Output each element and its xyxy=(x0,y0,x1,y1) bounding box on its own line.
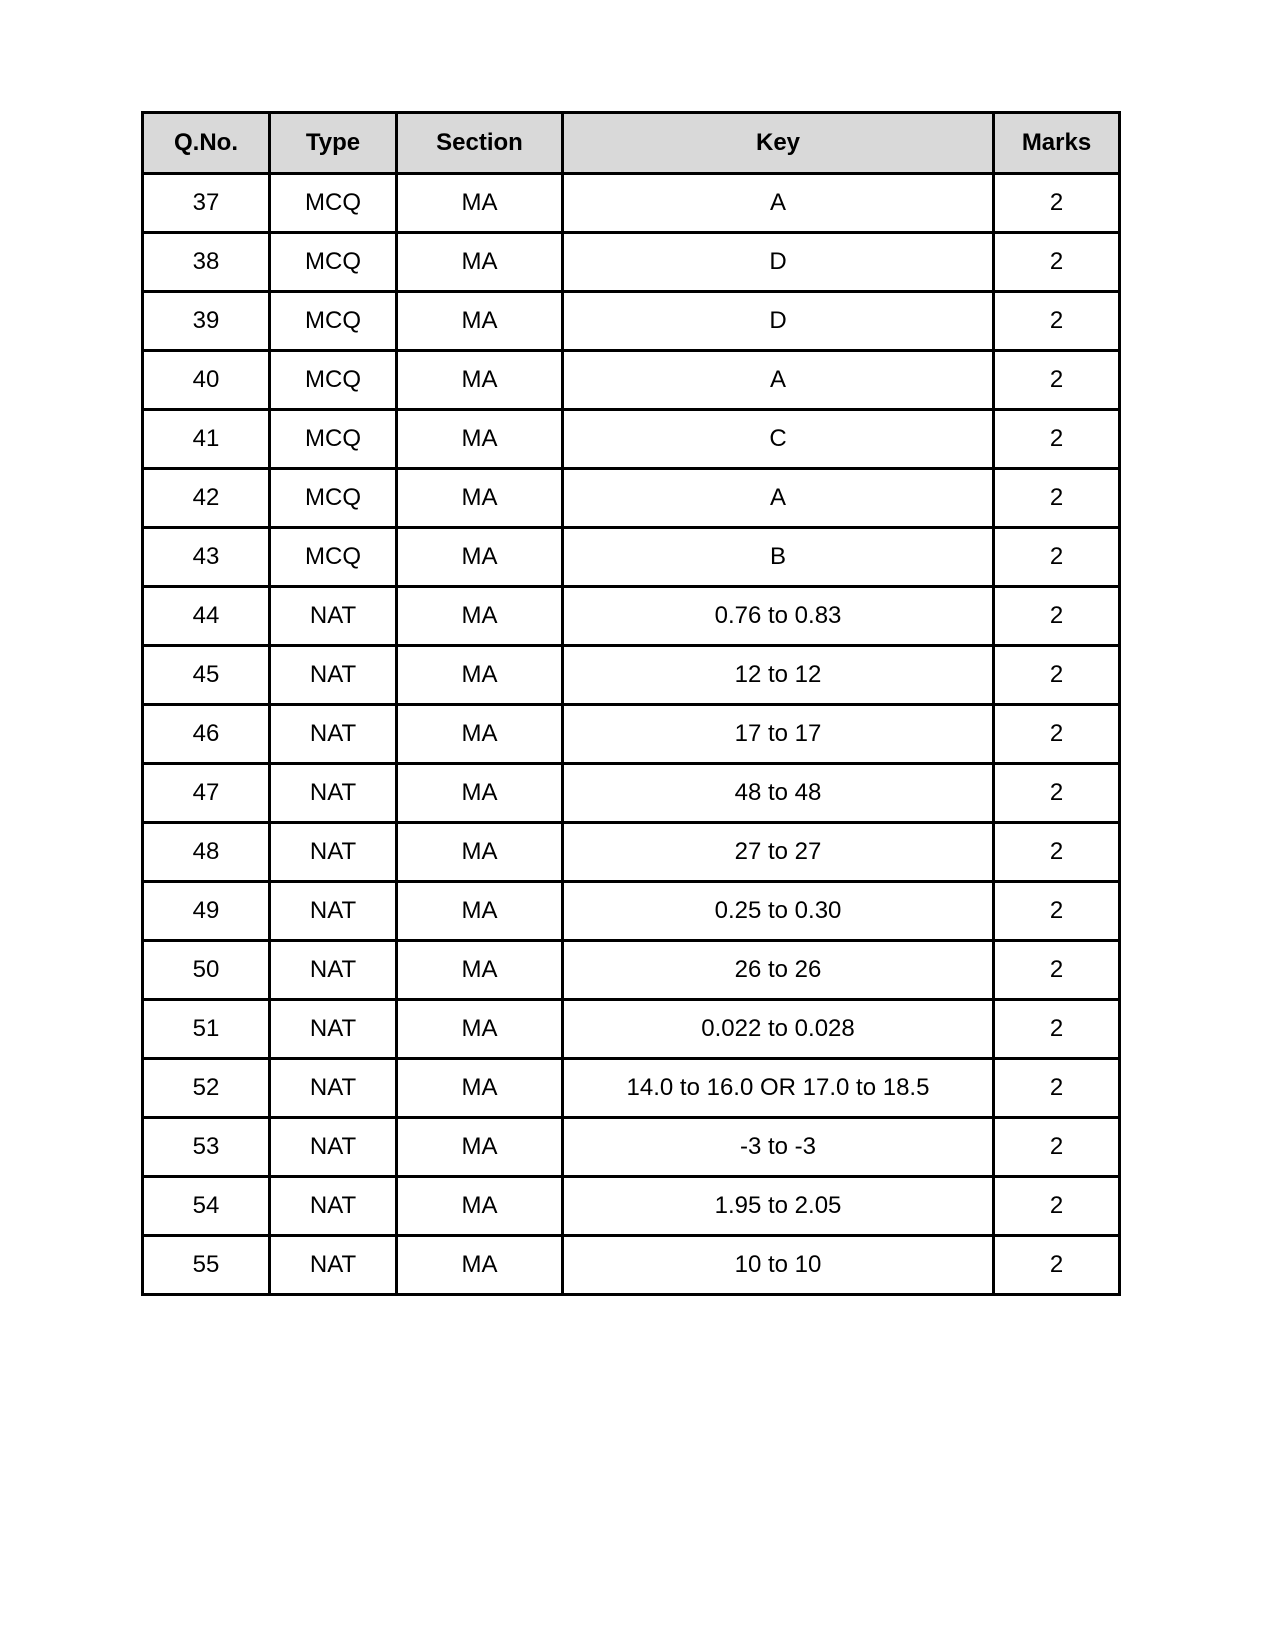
cell-qno: 55 xyxy=(143,1236,270,1295)
table-row xyxy=(143,174,1120,233)
cell-qno: 51 xyxy=(143,1000,270,1059)
cell-section: MA xyxy=(397,1177,563,1236)
cell-type: NAT xyxy=(270,941,397,1000)
table-row xyxy=(143,233,1120,292)
cell-section: MA xyxy=(397,587,563,646)
cell-qno: 40 xyxy=(143,351,270,410)
table-row xyxy=(143,469,1120,528)
cell-qno: 45 xyxy=(143,646,270,705)
cell-type: MCQ xyxy=(270,351,397,410)
table-row xyxy=(143,646,1120,705)
header-qno: Q.No. xyxy=(143,113,270,174)
cell-key: C xyxy=(563,410,994,469)
cell-section: MA xyxy=(397,705,563,764)
cell-type: MCQ xyxy=(270,469,397,528)
table-row xyxy=(143,941,1120,1000)
cell-type: NAT xyxy=(270,823,397,882)
cell-type: NAT xyxy=(270,646,397,705)
cell-qno: 41 xyxy=(143,410,270,469)
cell-section: MA xyxy=(397,292,563,351)
cell-section: MA xyxy=(397,1059,563,1118)
cell-marks: 2 xyxy=(994,941,1120,1000)
cell-key: A xyxy=(563,351,994,410)
cell-qno: 38 xyxy=(143,233,270,292)
cell-qno: 46 xyxy=(143,705,270,764)
cell-marks: 2 xyxy=(994,174,1120,233)
cell-type: MCQ xyxy=(270,410,397,469)
table-row xyxy=(143,1059,1120,1118)
cell-marks: 2 xyxy=(994,587,1120,646)
cell-key: 26 to 26 xyxy=(563,941,994,1000)
cell-key: 48 to 48 xyxy=(563,764,994,823)
cell-section: MA xyxy=(397,410,563,469)
header-marks: Marks xyxy=(994,113,1120,174)
cell-type: MCQ xyxy=(270,292,397,351)
table-row xyxy=(143,587,1120,646)
table-row xyxy=(143,292,1120,351)
cell-key: A xyxy=(563,174,994,233)
table-row xyxy=(143,823,1120,882)
cell-key: 0.76 to 0.83 xyxy=(563,587,994,646)
cell-marks: 2 xyxy=(994,882,1120,941)
cell-key: A xyxy=(563,469,994,528)
cell-qno: 44 xyxy=(143,587,270,646)
cell-qno: 48 xyxy=(143,823,270,882)
cell-marks: 2 xyxy=(994,1118,1120,1177)
cell-type: NAT xyxy=(270,1059,397,1118)
cell-marks: 2 xyxy=(994,469,1120,528)
cell-type: MCQ xyxy=(270,174,397,233)
cell-section: MA xyxy=(397,882,563,941)
cell-section: MA xyxy=(397,528,563,587)
cell-marks: 2 xyxy=(994,1000,1120,1059)
table-row xyxy=(143,1118,1120,1177)
table-row xyxy=(143,1236,1120,1295)
cell-qno: 49 xyxy=(143,882,270,941)
cell-type: NAT xyxy=(270,1118,397,1177)
cell-key: 14.0 to 16.0 OR 17.0 to 18.5 xyxy=(563,1059,994,1118)
table-row xyxy=(143,882,1120,941)
cell-marks: 2 xyxy=(994,1059,1120,1118)
cell-section: MA xyxy=(397,823,563,882)
cell-key: 0.022 to 0.028 xyxy=(563,1000,994,1059)
cell-qno: 39 xyxy=(143,292,270,351)
cell-qno: 53 xyxy=(143,1118,270,1177)
cell-type: NAT xyxy=(270,587,397,646)
cell-marks: 2 xyxy=(994,764,1120,823)
header-key: Key xyxy=(563,113,994,174)
table-row xyxy=(143,1177,1120,1236)
cell-section: MA xyxy=(397,646,563,705)
header-type: Type xyxy=(270,113,397,174)
header-row xyxy=(143,113,1120,174)
cell-marks: 2 xyxy=(994,1236,1120,1295)
table-row xyxy=(143,351,1120,410)
cell-type: MCQ xyxy=(270,233,397,292)
cell-qno: 52 xyxy=(143,1059,270,1118)
answer-key-table xyxy=(141,111,1121,1296)
cell-type: NAT xyxy=(270,1177,397,1236)
table-header xyxy=(143,113,1120,174)
cell-marks: 2 xyxy=(994,233,1120,292)
cell-key: 27 to 27 xyxy=(563,823,994,882)
header-section: Section xyxy=(397,113,563,174)
table-row xyxy=(143,764,1120,823)
cell-marks: 2 xyxy=(994,292,1120,351)
cell-section: MA xyxy=(397,233,563,292)
cell-marks: 2 xyxy=(994,351,1120,410)
cell-section: MA xyxy=(397,351,563,410)
cell-qno: 43 xyxy=(143,528,270,587)
cell-qno: 37 xyxy=(143,174,270,233)
table-row xyxy=(143,1000,1120,1059)
table-row xyxy=(143,410,1120,469)
cell-section: MA xyxy=(397,1118,563,1177)
cell-type: NAT xyxy=(270,764,397,823)
cell-section: MA xyxy=(397,469,563,528)
cell-type: MCQ xyxy=(270,528,397,587)
cell-key: 0.25 to 0.30 xyxy=(563,882,994,941)
cell-marks: 2 xyxy=(994,1177,1120,1236)
table-body xyxy=(143,174,1120,1295)
cell-type: NAT xyxy=(270,1000,397,1059)
cell-qno: 50 xyxy=(143,941,270,1000)
cell-qno: 47 xyxy=(143,764,270,823)
cell-key: 12 to 12 xyxy=(563,646,994,705)
cell-key: -3 to -3 xyxy=(563,1118,994,1177)
cell-key: 1.95 to 2.05 xyxy=(563,1177,994,1236)
cell-marks: 2 xyxy=(994,823,1120,882)
cell-qno: 54 xyxy=(143,1177,270,1236)
cell-key: 10 to 10 xyxy=(563,1236,994,1295)
cell-marks: 2 xyxy=(994,410,1120,469)
cell-key: D xyxy=(563,292,994,351)
cell-marks: 2 xyxy=(994,528,1120,587)
cell-section: MA xyxy=(397,941,563,1000)
cell-marks: 2 xyxy=(994,646,1120,705)
cell-section: MA xyxy=(397,764,563,823)
cell-type: NAT xyxy=(270,882,397,941)
table-row xyxy=(143,705,1120,764)
cell-section: MA xyxy=(397,1236,563,1295)
cell-type: NAT xyxy=(270,705,397,764)
cell-key: D xyxy=(563,233,994,292)
cell-qno: 42 xyxy=(143,469,270,528)
cell-marks: 2 xyxy=(994,705,1120,764)
cell-section: MA xyxy=(397,1000,563,1059)
cell-type: NAT xyxy=(270,1236,397,1295)
cell-key: B xyxy=(563,528,994,587)
cell-section: MA xyxy=(397,174,563,233)
cell-key: 17 to 17 xyxy=(563,705,994,764)
table-row xyxy=(143,528,1120,587)
